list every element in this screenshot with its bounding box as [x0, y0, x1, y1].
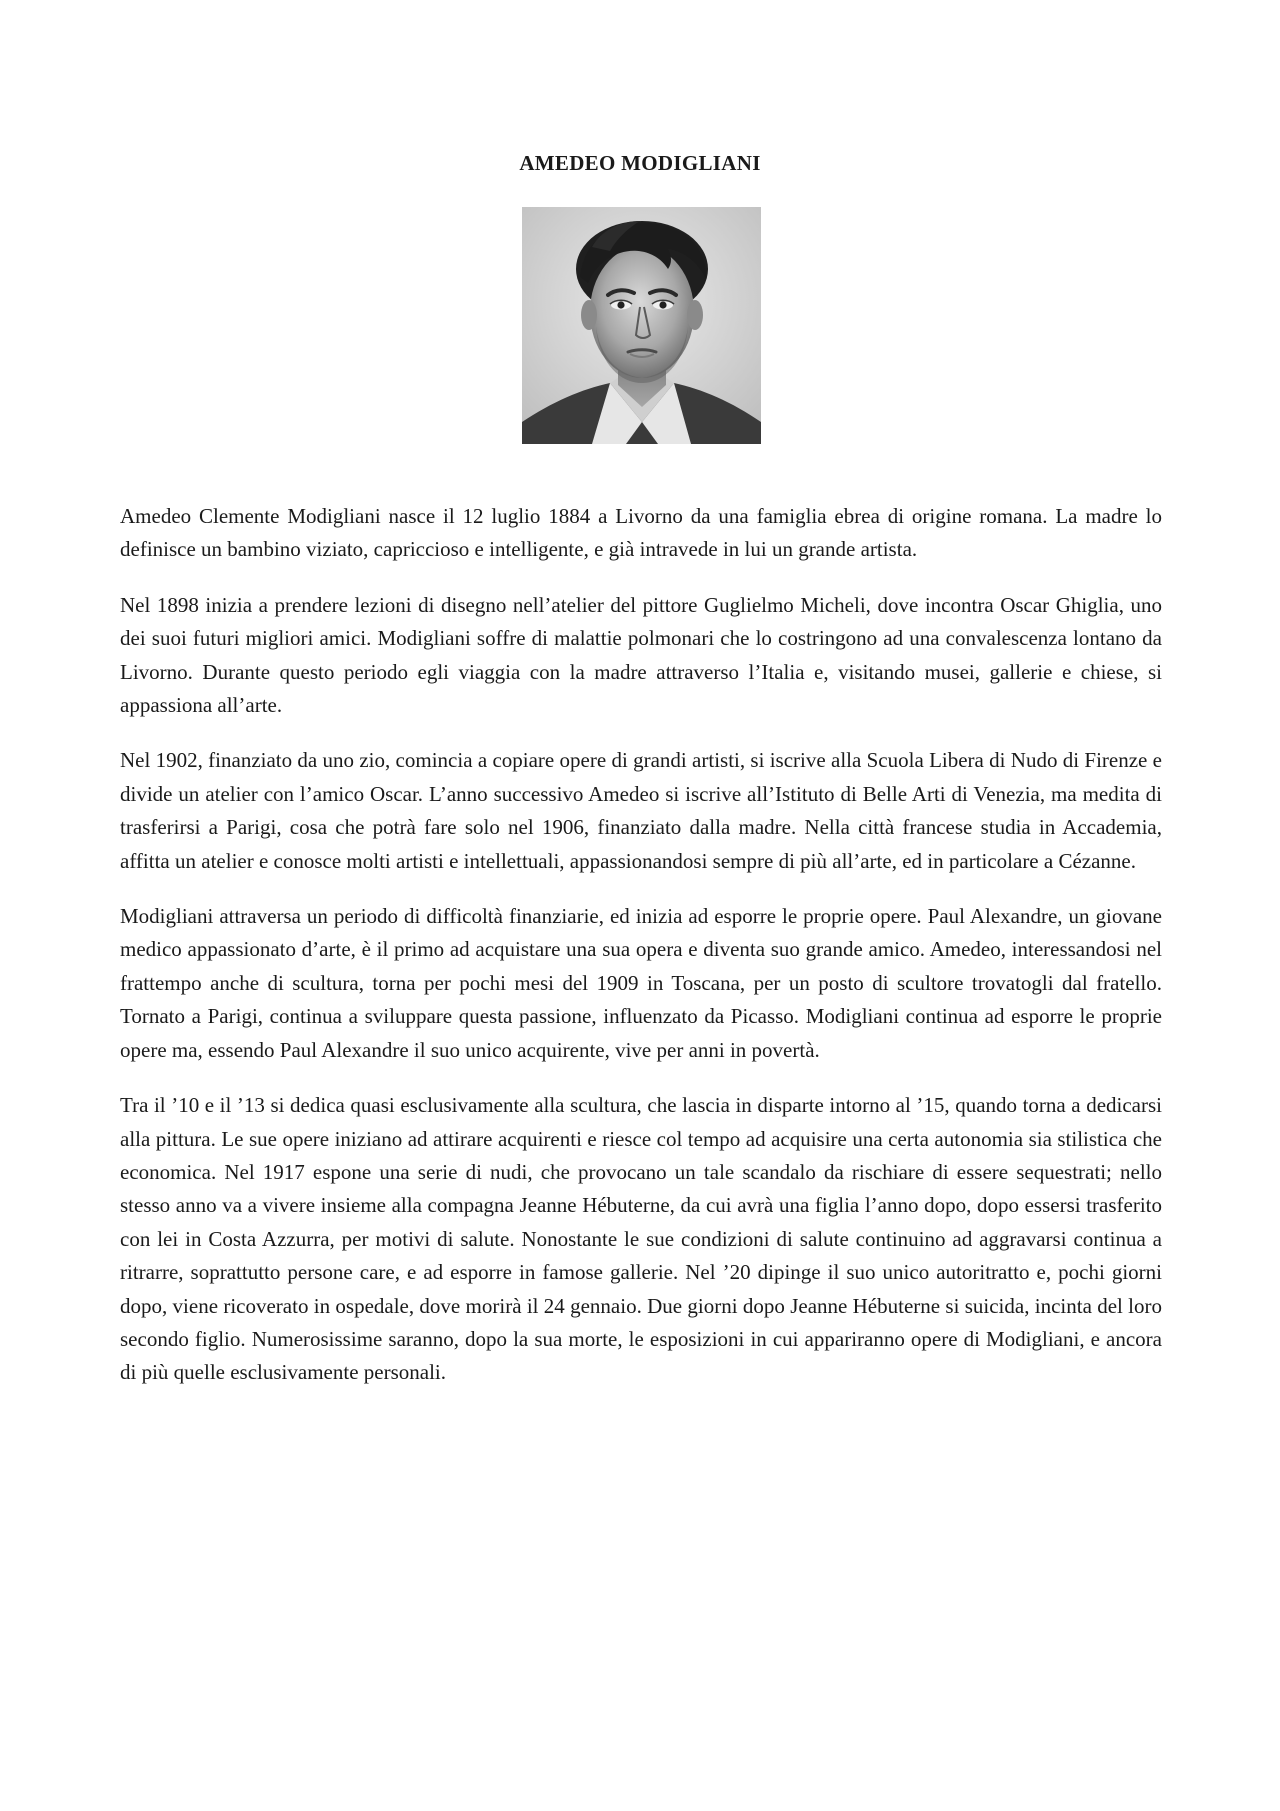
paragraph-4: Modigliani attraversa un periodo di difficoltà finanziarie, ed inizia ad esporre le proprie opere. Paul Alexandre, un giovane medico appassionato d’arte, è il primo ad acquistare una sua opera e diventa suo grande amico. Amedeo, interessandosi nel frattempo anche di scultura, torna per pochi mesi del 1909 in Toscana, per un posto di scultore trovatogli dal fratello. Tornato a Parigi, continua a sviluppare questa passione, influenzato da Picasso. Modigliani continua ad esporre le proprie opere ma, essendo Paul Alexandre il suo unico acquirente, vive per anni in povertà. [120, 904, 1162, 1062]
portrait-photo-icon [522, 207, 761, 444]
paragraph-3: Nel 1902, finanziato da uno zio, comincia a copiare opere di grandi artisti, si iscrive alla Scuola Libera di Nudo di Firenze e divide un atelier con l’amico Oscar. L’anno successivo Amedeo si iscrive all’Istituto di Belle Arti di Venezia, ma medita di trasferirsi a Parigi, cosa che potrà fare solo nel 1906, finanziato dalla madre. Nella città francese studia in Accademia, affitta un atelier e conosce molti artisti e intellettuali, appassionandosi sempre di più all’arte, ed in particolare a Cézanne. [120, 748, 1162, 873]
paragraph-2: Nel 1898 inizia a prendere lezioni di disegno nell’atelier del pittore Guglielmo Micheli, dove incontra Oscar Ghiglia, uno dei suoi futuri migliori amici. Modigliani soffre di malattie polmonari che lo costringono ad una convalescenza lontano da Livorno. Durante questo periodo egli viaggia con la madre attraverso l’Italia e, visitando musei, gallerie e chiese, si appassiona all’arte. [120, 592, 1162, 718]
article-body [120, 500, 1162, 1412]
paragraph-5: Tra il ’10 e il ’13 si dedica quasi esclusivamente alla scultura, che lascia in disparte intorno al ’15, quando torna a dedicarsi alla pittura. Le sue opere iniziano ad attirare acquirenti e riesce col tempo ad acquisire una certa autonomia sia stilistica che economica. Nel 1917 espone una serie di nudi, che provocano un tale scandalo da rischiare di essere sequestrati; nello stesso anno va a vivere insieme alla compagna Jeanne Hébuterne, da cui avrà una figlia l’anno dopo, dopo essersi trasferito con lei in Costa Azzurra, per motivi di salute. Nonostante le sue condizioni di salute continuino ad aggravarsi continua a ritrarre, soprattutto persone care, e ad esporre in famose gallerie. Nel ’20 dipinge il suo unico autoritratto e, pochi giorni dopo, viene ricoverato in ospedale, dove morirà il 24 gennaio. Due giorni dopo Jeanne Hébuterne si suicida, incinta del loro secondo figlio. Numerosissime saranno, dopo la sua morte, le esposizioni in cui appariranno opere di Modigliani, e ancora di più quelle esclusivamente personali. [120, 1093, 1162, 1385]
page-title: AMEDEO MODIGLIANI [519, 151, 761, 175]
paragraph-1: Amedeo Clemente Modigliani nasce il 12 luglio 1884 a Livorno da una famiglia ebrea di origine romana. La madre lo definisce un bambino viziato, capriccioso e intelligente, e già intravede in lui un grande artista. [120, 504, 1162, 562]
portrait-photo [522, 207, 761, 444]
